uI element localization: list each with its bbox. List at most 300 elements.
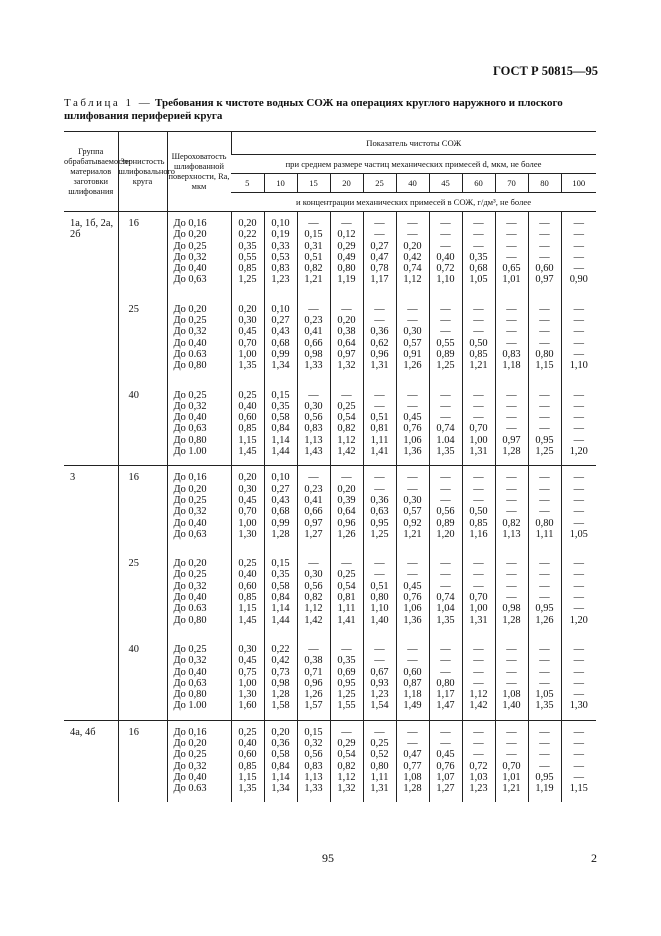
purity-value: 0,30 [238, 315, 257, 327]
purity-value: 0,20 [337, 483, 356, 495]
purity-value: — [440, 389, 451, 401]
table-caption [64, 97, 594, 123]
purity-value: 1,31 [370, 360, 389, 372]
purity-value: 1,00 [238, 348, 257, 360]
roughness-value: До 0,40 [173, 771, 207, 783]
purity-value: 0,50 [469, 506, 488, 518]
purity-value: 0,68 [271, 506, 290, 518]
purity-value: — [473, 303, 484, 315]
value-cell [330, 638, 363, 720]
purity-value: 1,18 [403, 689, 422, 701]
roughness-value: До 0,80 [173, 614, 207, 626]
purity-value: 1,00 [469, 434, 488, 446]
purity-value: — [440, 726, 451, 738]
purity-value: 1,12 [337, 434, 356, 446]
purity-value: 0,10 [271, 303, 290, 315]
purity-value: 0,27 [370, 240, 389, 252]
value-cell [231, 638, 264, 720]
purity-value: 0,15 [304, 229, 323, 241]
roughness-value: До 0,16 [173, 726, 207, 738]
purity-value: — [473, 643, 484, 655]
purity-value: 0,58 [271, 580, 290, 592]
table-row [64, 638, 596, 720]
purity-value: 0,97 [535, 274, 554, 286]
purity-value: 1,36 [403, 446, 422, 458]
purity-value: — [374, 400, 385, 412]
purity-value: 1,00 [469, 603, 488, 615]
purity-value: 1,31 [469, 614, 488, 626]
size-header-cell: 80 [528, 174, 561, 193]
purity-value: — [539, 592, 550, 604]
purity-value: — [374, 472, 385, 484]
purity-value: 1,20 [569, 446, 588, 458]
purity-value: — [440, 240, 451, 252]
purity-value: — [506, 666, 517, 678]
grit-cell: 16 [118, 212, 167, 298]
purity-value: 0,51 [304, 251, 323, 263]
value-cell [462, 298, 495, 384]
purity-value: 0,60 [238, 580, 257, 592]
sheet-number: 2 [591, 851, 597, 865]
page-number: 95 [322, 851, 334, 865]
purity-value: 0,72 [469, 760, 488, 772]
purity-value: — [573, 412, 584, 424]
purity-value: — [341, 218, 352, 229]
purity-value: 0,41 [304, 326, 323, 338]
purity-value: 0,15 [271, 389, 290, 401]
purity-value: 0,80 [535, 517, 554, 529]
grit-cell: 25 [118, 552, 167, 638]
purity-value: — [506, 655, 517, 667]
purity-value: 1,26 [304, 689, 323, 701]
purity-value: 0,43 [271, 494, 290, 506]
purity-value: 0,29 [337, 240, 356, 252]
purity-value: — [308, 389, 319, 401]
purity-value: — [573, 749, 584, 761]
purity-value: — [573, 251, 584, 263]
roughness-value: До 0,25 [173, 643, 207, 655]
table-row [64, 466, 596, 552]
purity-value: — [539, 569, 550, 581]
purity-value: 0,85 [469, 348, 488, 360]
purity-value: 0,64 [337, 506, 356, 518]
purity-value: 0,60 [403, 666, 422, 678]
purity-value: 1,47 [436, 700, 455, 712]
purity-value: 0,41 [304, 494, 323, 506]
value-cell [231, 720, 264, 802]
caption-label: Таблица 1 — [64, 97, 153, 109]
purity-value: 0,36 [271, 737, 290, 749]
purity-value: 0,25 [337, 400, 356, 412]
purity-value: 1,14 [271, 771, 290, 783]
purity-value: 0,54 [337, 412, 356, 424]
purity-value: 0,69 [337, 666, 356, 678]
purity-value: — [539, 580, 550, 592]
size-header-cell: 100 [561, 174, 596, 193]
value-cell [264, 298, 297, 384]
purity-value: 0,57 [403, 506, 422, 518]
purity-value: 0,30 [238, 483, 257, 495]
roughness-value: До 0.63 [173, 603, 207, 615]
purity-value: — [506, 749, 517, 761]
purity-value: 0,95 [535, 771, 554, 783]
value-cell [264, 466, 297, 552]
value-cell [231, 466, 264, 552]
header-concentration: и концентрации механических примесей в СОЖ, г/дм³, не более [231, 193, 596, 212]
purity-value: 1,13 [304, 771, 323, 783]
purity-value: — [539, 326, 550, 338]
roughness-value: До 0,40 [173, 412, 207, 424]
roughness-value: До 0,40 [173, 592, 207, 604]
purity-value: — [573, 506, 584, 518]
value-cell [462, 552, 495, 638]
purity-value: 0,84 [271, 592, 290, 604]
purity-value: — [573, 494, 584, 506]
purity-value: 0,20 [337, 315, 356, 327]
purity-value: — [539, 643, 550, 655]
value-cell [363, 384, 396, 466]
purity-value: 0,99 [271, 517, 290, 529]
roughness-value: До 0.63 [173, 783, 207, 795]
purity-value: — [506, 677, 517, 689]
purity-value: 0,45 [238, 494, 257, 506]
value-cell [429, 720, 462, 802]
value-cell [561, 384, 596, 466]
purity-value: 0,27 [271, 483, 290, 495]
purity-value: 0,35 [271, 400, 290, 412]
value-cell [330, 552, 363, 638]
purity-value: 0,42 [403, 251, 422, 263]
purity-value: — [539, 423, 550, 435]
purity-value: 0,68 [469, 263, 488, 275]
purity-value: 1,28 [271, 528, 290, 540]
purity-value: 0,75 [238, 666, 257, 678]
purity-value: 1,36 [403, 614, 422, 626]
purity-value: 1,12 [304, 603, 323, 615]
header-roughness: Шероховатость шлифованной поверхности, Ra, мкм [167, 132, 231, 212]
purity-value: 0,40 [238, 569, 257, 581]
value-cell [528, 298, 561, 384]
roughness-value: До 0,20 [173, 737, 207, 749]
roughness-value: До 0,32 [173, 655, 207, 667]
purity-value: — [573, 326, 584, 338]
purity-value: — [473, 666, 484, 678]
purity-value: 0,54 [337, 749, 356, 761]
purity-value: — [573, 517, 584, 529]
purity-value: 1,32 [337, 783, 356, 795]
purity-value: — [573, 315, 584, 327]
value-cell [429, 466, 462, 552]
group-cell [64, 552, 118, 638]
purity-value: — [407, 655, 418, 667]
purity-value: 0,66 [304, 506, 323, 518]
purity-value: — [573, 760, 584, 772]
group-cell: 3 [70, 472, 76, 484]
value-cell [528, 720, 561, 802]
purity-value: 0,12 [337, 229, 356, 241]
purity-value: — [506, 423, 517, 435]
value-cell [495, 720, 528, 802]
purity-value: — [506, 643, 517, 655]
value-cell [330, 298, 363, 384]
purity-value: 0,97 [502, 434, 521, 446]
purity-value: — [440, 326, 451, 338]
purity-value: — [539, 655, 550, 667]
purity-value: 0,40 [436, 251, 455, 263]
purity-value: 0,58 [271, 412, 290, 424]
purity-value: — [308, 558, 319, 570]
value-cell [429, 384, 462, 466]
purity-value: 0,99 [271, 348, 290, 360]
value-cell [495, 466, 528, 552]
purity-value: 0,80 [370, 760, 389, 772]
roughness-cell [167, 212, 231, 298]
grit-cell: 25 [118, 298, 167, 384]
purity-value: — [573, 666, 584, 678]
purity-value: 0,82 [304, 592, 323, 604]
purity-value: 1,15 [535, 360, 554, 372]
purity-value: — [506, 337, 517, 349]
value-cell [561, 720, 596, 802]
purity-value: — [473, 315, 484, 327]
purity-value: 0,25 [337, 569, 356, 581]
purity-value: 1,28 [502, 614, 521, 626]
purity-value: 1,15 [238, 603, 257, 615]
purity-value: 1,23 [271, 274, 290, 286]
value-cell [297, 384, 330, 466]
purity-value: 0,82 [304, 263, 323, 275]
purity-value: — [539, 677, 550, 689]
purity-value: 0,83 [304, 423, 323, 435]
purity-value: 0,36 [370, 326, 389, 338]
purity-value: 0,63 [370, 506, 389, 518]
purity-value: — [573, 263, 584, 275]
purity-value: — [573, 389, 584, 401]
purity-value: 0,58 [271, 749, 290, 761]
purity-value: 0,85 [238, 263, 257, 275]
purity-value: 0,70 [238, 337, 257, 349]
purity-value: — [473, 483, 484, 495]
table-row [64, 384, 596, 466]
purity-value: 0,70 [469, 592, 488, 604]
purity-value: 1,28 [271, 689, 290, 701]
purity-value: 0,96 [337, 517, 356, 529]
table-row [64, 298, 596, 384]
purity-value: — [573, 472, 584, 484]
roughness-value: До 0,25 [173, 569, 207, 581]
purity-value: — [539, 251, 550, 263]
purity-value: — [440, 400, 451, 412]
purity-value: 0,85 [238, 423, 257, 435]
value-cell [363, 552, 396, 638]
table-row [64, 552, 596, 638]
purity-value: 1,41 [370, 446, 389, 458]
header-particle-size: при среднем размере частиц механических примесей d, мкм, не более [231, 155, 596, 174]
roughness-value: До 0,25 [173, 749, 207, 761]
value-cell [462, 212, 495, 298]
purity-value: — [573, 689, 584, 701]
purity-value: 0,54 [337, 580, 356, 592]
purity-value: — [573, 337, 584, 349]
purity-value: — [440, 229, 451, 241]
purity-value: 0,68 [271, 337, 290, 349]
size-header-cell: 25 [363, 174, 396, 193]
purity-value: — [539, 506, 550, 518]
purity-value: 1,05 [469, 274, 488, 286]
value-cell [429, 212, 462, 298]
purity-value: — [440, 412, 451, 424]
purity-value: 0,98 [271, 677, 290, 689]
purity-value: 1,26 [337, 528, 356, 540]
purity-value: 0,82 [337, 760, 356, 772]
purity-value: — [374, 558, 385, 570]
size-header-cell: 10 [264, 174, 297, 193]
purity-value: 0,23 [304, 315, 323, 327]
roughness-value: До 0,32 [173, 400, 207, 412]
value-cell [396, 298, 429, 384]
purity-value: 0,71 [304, 666, 323, 678]
purity-value: — [506, 412, 517, 424]
purity-value: — [374, 303, 385, 315]
purity-value: 1,27 [436, 783, 455, 795]
purity-value: 0,92 [403, 517, 422, 529]
purity-value: 0,82 [337, 423, 356, 435]
purity-value: 0,23 [304, 483, 323, 495]
roughness-value: До 0,32 [173, 251, 207, 263]
purity-value: — [506, 218, 517, 229]
purity-value: — [473, 412, 484, 424]
purity-value: 0,80 [337, 263, 356, 275]
purity-value: 0,95 [370, 517, 389, 529]
size-header-cell: 20 [330, 174, 363, 193]
purity-value: — [473, 580, 484, 592]
purity-value: — [506, 251, 517, 263]
purity-value: 0,35 [337, 655, 356, 667]
purity-value: 0,27 [271, 315, 290, 327]
purity-value: 0,35 [238, 240, 257, 252]
purity-value: 1,15 [569, 783, 588, 795]
purity-value: 1,05 [535, 689, 554, 701]
size-header-cell: 70 [495, 174, 528, 193]
purity-value: — [539, 315, 550, 327]
value-cell [495, 212, 528, 298]
purity-value: — [308, 303, 319, 315]
value-cell [231, 552, 264, 638]
purity-value: — [374, 315, 385, 327]
purity-value: 1,05 [569, 528, 588, 540]
purity-value: 0,32 [304, 737, 323, 749]
purity-value: — [374, 229, 385, 241]
purity-value: 1,57 [304, 700, 323, 712]
purity-value: — [573, 229, 584, 241]
purity-value: 0,20 [238, 472, 257, 484]
value-cell [297, 638, 330, 720]
purity-value: — [573, 592, 584, 604]
purity-value: 0,30 [403, 494, 422, 506]
caption-title: Требования к чистоте водных СОЖ на операциях круглого наружного и плоского шлифования периферией круга [64, 97, 563, 122]
header-grit: Зернистость шлифовального круга [118, 132, 167, 212]
roughness-value: До 0,80 [173, 360, 207, 372]
size-header-cell: 40 [396, 174, 429, 193]
purity-value: — [539, 737, 550, 749]
purity-value: — [374, 569, 385, 581]
purity-value: — [506, 389, 517, 401]
document-header: ГОСТ Р 50815—95 [492, 64, 598, 78]
purity-value: — [473, 677, 484, 689]
purity-value: — [341, 726, 352, 738]
purity-value: 1,13 [304, 434, 323, 446]
roughness-value: До 0,40 [173, 666, 207, 678]
purity-value: 1,11 [535, 528, 554, 540]
purity-value: — [573, 603, 584, 615]
purity-value: — [473, 726, 484, 738]
value-cell [264, 720, 297, 802]
purity-value: — [573, 558, 584, 570]
purity-value: 0,38 [337, 326, 356, 338]
purity-value: 0,96 [370, 348, 389, 360]
purity-value: — [539, 749, 550, 761]
value-cell [363, 638, 396, 720]
purity-value: — [506, 483, 517, 495]
purity-value: — [539, 229, 550, 241]
value-cell [231, 384, 264, 466]
purity-value: 1,19 [535, 783, 554, 795]
roughness-value: До 1.00 [173, 446, 207, 458]
purity-value: 0,84 [271, 423, 290, 435]
value-cell [429, 298, 462, 384]
roughness-value: До 0,40 [173, 263, 207, 275]
grit-cell: 16 [118, 720, 167, 802]
table-row [64, 212, 596, 298]
purity-value: — [573, 303, 584, 315]
purity-value: — [308, 472, 319, 484]
purity-value: — [473, 229, 484, 241]
purity-value: 1,10 [569, 360, 588, 372]
purity-value: 1,35 [436, 446, 455, 458]
purity-value: — [573, 218, 584, 229]
value-cell [297, 720, 330, 802]
purity-value: 1,44 [271, 446, 290, 458]
purity-value: — [473, 749, 484, 761]
value-cell [462, 720, 495, 802]
roughness-value: До 0,16 [173, 218, 207, 229]
purity-value: 1,26 [535, 614, 554, 626]
purity-value: — [407, 218, 418, 229]
purity-value: 1,21 [469, 360, 488, 372]
purity-value: 0,66 [304, 337, 323, 349]
purity-value: — [506, 303, 517, 315]
purity-value: 1,42 [469, 700, 488, 712]
group-cell [64, 298, 118, 384]
purity-value: — [539, 472, 550, 484]
value-cell [495, 298, 528, 384]
purity-value: — [506, 400, 517, 412]
purity-value: 0,56 [304, 412, 323, 424]
purity-value: 0,25 [238, 726, 257, 738]
roughness-cell [167, 552, 231, 638]
purity-value: — [473, 494, 484, 506]
purity-value: — [308, 643, 319, 655]
purity-value: 0,67 [370, 666, 389, 678]
purity-value: 0,29 [337, 737, 356, 749]
purity-value: — [573, 643, 584, 655]
purity-value: — [407, 400, 418, 412]
purity-value: 0,90 [569, 274, 588, 286]
purity-value: 0,20 [238, 303, 257, 315]
roughness-value: До 0,63 [173, 677, 207, 689]
purity-value: 1,10 [370, 603, 389, 615]
size-header-cell: 60 [462, 174, 495, 193]
